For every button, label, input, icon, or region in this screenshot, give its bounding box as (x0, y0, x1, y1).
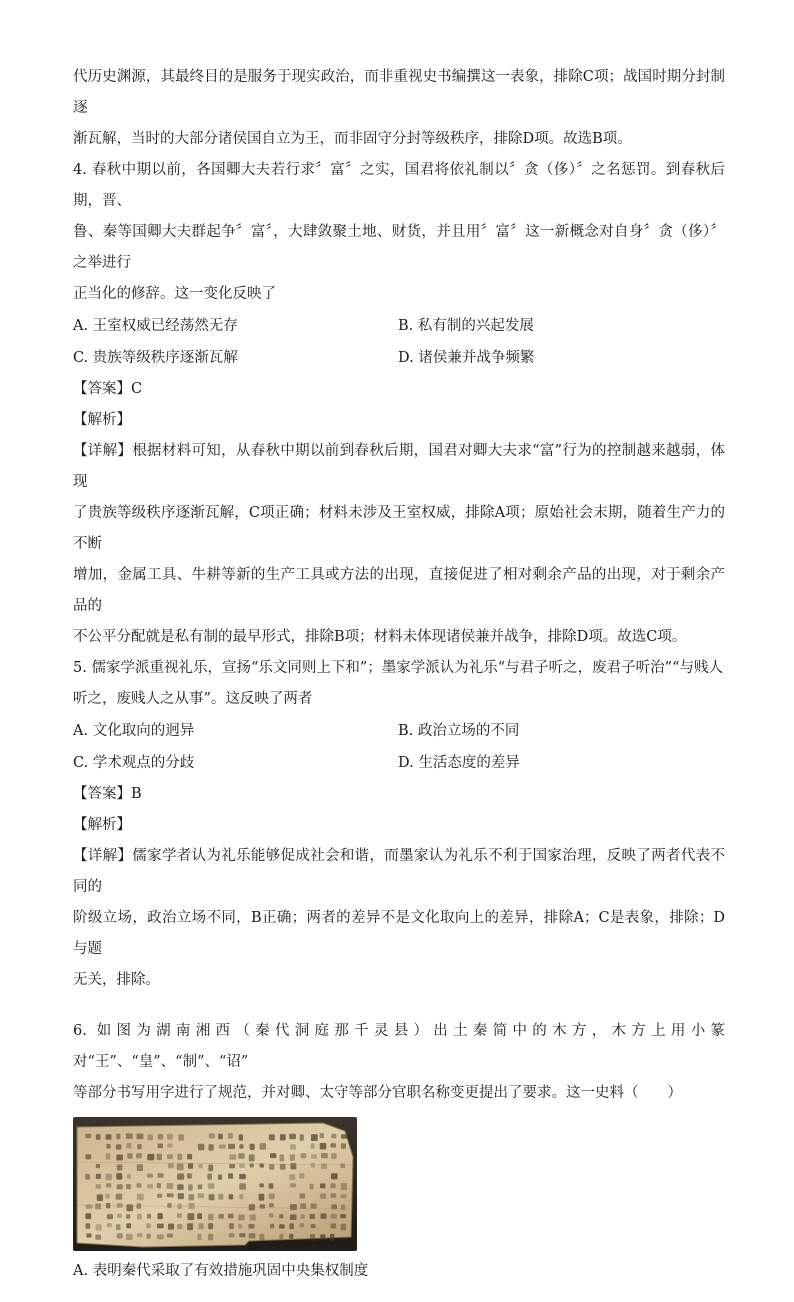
option-d: D. 生活态度的差异 (398, 755, 520, 771)
question-stem: 鲁、秦等国卿大夫群起争〞富〞，大肆敛聚土地、财货，并且用〞富〞这一新概念对自身〞贪（侈）〞之举进行 (73, 224, 725, 271)
question-stem: 等部分书写用字进行了规范，并对卿、太守等部分官职名称变更提出了要求。这一史料（ ） (73, 1085, 682, 1101)
answer: 【答案】C (73, 381, 143, 397)
spacer (73, 996, 725, 1016)
question-5 (73, 653, 725, 996)
question-stem: 4. 春秋中期以前，各国卿大夫若行求〞富〞之实，国君将依礼制以〞贪（侈）〞之名惩罚。到春秋后期，晋、 (73, 162, 725, 209)
analysis-label: 【解析】 (73, 817, 131, 833)
option-b: B. 政治立场的不同 (398, 723, 520, 739)
detail-text: 【详解】儒家学者认为礼乐能够促成社会和谐，而墨家认为礼乐不利于国家治理，反映了两者代表不同的 (73, 848, 725, 895)
question-stem: 正当化的修辞。这一变化反映了 (73, 286, 276, 302)
answer: 【答案】B (73, 786, 142, 802)
detail-text: 增加，金属工具、牛耕等新的生产工具或方法的出现，直接促进了相对剩余产品的出现，对于剩余产品的 (73, 567, 725, 614)
option-c: C. 贵族等级秩序逐渐瓦解 (73, 350, 238, 366)
detail-text: 不公平分配就是私有制的最早形式，排除B项；材料未体现诸侯兼并战争，排除D项。故选C项。 (73, 629, 687, 645)
text-line: 代历史渊源，其最终目的是服务于现实政治，而非重视史书编撰这一表象，排除C项；战国时期分封制逐 (73, 69, 725, 116)
option-a: A. 表明秦代采取了有效措施巩固中央集权制度 (73, 1263, 369, 1279)
options (73, 310, 725, 374)
detail-text: 了贵族等级秩序逐渐瓦解，C项正确；材料未涉及王室权威，排除A项；原始社会末期，随着生产力的不断 (73, 505, 725, 552)
option-a: A. 王室权威已经荡然无存 (73, 318, 238, 334)
question-stem: 6. 如图为湖南湘西（秦代洞庭那千灵县）出土秦简中的木方，木方上用小篆对“王”、“皇”、“制”、“诏” (73, 1023, 725, 1070)
question-6 (73, 1016, 725, 1287)
options (73, 715, 725, 779)
question-4 (73, 155, 725, 653)
detail-text: 阶级立场，政治立场不同，B正确；两者的差异不是文化取向上的差异，排除A；C是表象，排除；D与题 (73, 910, 725, 957)
question-stem: 听之，废贱人之从事”。这反映了两者 (73, 691, 313, 707)
wooden-tablet-photo-icon (73, 1117, 357, 1251)
option-d: D. 诸侯兼并战争频繁 (398, 350, 535, 366)
option-c: C. 学术观点的分歧 (73, 755, 195, 771)
question-stem: 5. 儒家学派重视礼乐，宣扬“乐文同则上下和”；墨家学派认为礼乐“与君子听之，废君子听治”“与贱人 (73, 660, 724, 676)
text-line: 渐瓦解，当时的大部分诸侯国自立为王，而非固守分封等级秩序，排除D项。故选B项。 (73, 131, 632, 147)
analysis-label: 【解析】 (73, 412, 131, 428)
option-b: B. 私有制的兴起发展 (398, 318, 534, 334)
option-a: A. 文化取向的迥异 (73, 723, 195, 739)
detail-text: 无关，排除。 (73, 972, 160, 988)
document-page (73, 62, 725, 1302)
detail-text: 【详解】根据材料可知，从春秋中期以前到春秋后期，国君对卿大夫求“富”行为的控制越来越弱，体现 (73, 443, 725, 490)
